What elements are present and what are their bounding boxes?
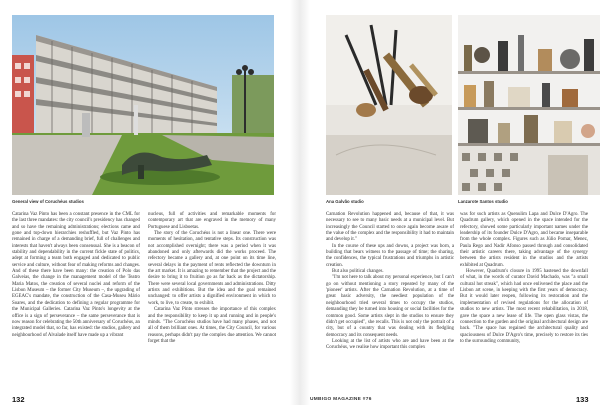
paragraph: But also political changes. — [332, 269, 384, 275]
paragraph: Carnation Revolution happened and, because of that, it was necessary to see to many basic needs at a municipal level. But increasingly the Council started to once again become aware of the value of the complex and the responsibility it had to maintain and develop it." — [326, 212, 454, 243]
text-column-3 — [326, 212, 454, 352]
studio-photo-tools — [326, 15, 452, 195]
paragraph: Catarina Vaz Pinto has been a constant presence in the CML for the last three mandates: the city council's presidency has changed and so have the remaining administrations; elections came and gone and top-down hierarchies reshuffled, but Vaz Pinto has remained in charge of a demanding brief, full of challenges and interests that haven't always been consensual. She is a beacon of stability and dependability in the current fickle state of politics, adept at forming a team both engaged and dedicated to public service and culture, without fear of making reforms and changes. And of these there have been many: the creation of Polo das Galveias, the change in the management model of the Teatro Maria Matos, the creation of several nuclei and reform of the Lisbon Museum – the former City Museum –, the upgrading of EGEAC's mandate, the construction of the Casa-Museu Mário Soares, and the dedication to defining a regular programme for the Municipal Galleries. Catarina Vaz Pinto's longevity at the office is a sign of perseverance – the same perseverance that is now reason for celebrating the 50th anniversary of Coruchéus, an integrated model that, so far, has existed: the studios, gallery and neighbourhood of Alvalade itself have made up a vibrant — [12, 212, 140, 338]
spine-gutter — [290, 0, 310, 405]
left-page — [0, 0, 290, 405]
text-column-4 — [460, 212, 588, 345]
paragraph: was for such artists as Quenulim Lapa and Dulce D'Agro. The Quadrum gallery, which opened in the space intended for the refectory, showed some particularly important names under the leadership of its founder Dulce D'Agro, and became inseparable from the whole complex. Figures such as Júlio Pomar, Menez, Paula Rego and Nadir Afonso passed through and consolidated their artistic careers there, taking advantage of the synergy between the artists resident in the studios and the artists exhibited at Quadrum. — [460, 212, 588, 268]
magazine-issue: UMBIGO MAGAZINE #76 — [310, 397, 372, 402]
paragraph: nucleus, full of activities and remarkable moments for contemporary art that are engraved in the memory of many Portuguese and Lisboetas. — [148, 212, 276, 230]
paragraph: Catarina Vaz Pinto stresses the importance of this complex and the responsibility to keep it up and running and in people's minds. "The Coruchéus studios have had many phases, and not all of them brilliant ones. At times, the City Council, for various reasons, perhaps didn't pay the complex due attention. We cannot forget that the — [148, 307, 276, 344]
paragraph: However, Quadrum's closure in 1995 hastened the downfall of what, in the words of curator David Machado, was "a small cultural hot streak", which had once enlivened the place and the Lisbon art scene, in keeping with the first years of democracy. But it would later reopen, following its restoration and the implementation of revised regulations for the allocation of studios to new artists. The most recent rehabilitation, in 2018, gave the space a new lease of life. The open glass vistas, the connection to the garden and the original architectural design are back. "The space has regained the architectural quality and spaciousness of Dulce D'Agro's time, precisely to restore its ties to the surrounding community, — [460, 269, 588, 344]
photo-caption: General view of Coruchéus studios — [12, 199, 84, 204]
page-number-right: 133 — [576, 395, 589, 404]
text-column-1 — [12, 212, 140, 339]
text-column-2 — [148, 212, 276, 345]
photo-caption: Ana Galvão studio — [326, 199, 364, 204]
paragraph: In the course of these ups and downs, a project was born, a building that bears witness to the passage of time; the sharing, the confidences, the typical frustrations and triumphs in artistic creation. — [326, 243, 454, 268]
paragraph: Looking at the list of artists who are and have been at the Coruchéus, we realise how important this complex — [326, 338, 454, 351]
photo-caption: Lanzarote Santos studio — [458, 199, 508, 204]
right-page — [310, 0, 600, 405]
paragraph: "I'm not here to talk about my personal experience, but I can't go on without mentioning a story repeated by many of the 'pioneer' artists. After the Carnation Revolution, at a time of great basic adversity, the neediest population of the neighbourhood tried several times to occupy the studios, demanding they be turned into housing or social facilities for the common good. Some artists slept in the studios to ensure they didn't get occupied", she recalls. This is not only the portrait of a city, but of a country that was dealing with its fledgling democracy and its consequent needs. — [326, 275, 454, 338]
page-number-left: 132 — [12, 395, 25, 404]
studio-photo-shelves — [458, 15, 600, 195]
paragraph: The story of the Coruchéus is not a linear one. There were moments of hesitation, and tentative steps. Its construction was not accomplished overnight; there was a period when it was abandoned and only afterwards did the works proceed. The refectory became a gallery and, at one point on its time line, several delays in the payment of rents reflected the downturn in the art market. It is amazing to remember that the project and the desire to bring it to fruition go as far back as the dictatorship. There were several local governments and administrations. Ditty artists and exhibitions. But the idea and the goal remained unchanged: to offer artists a dignified environment in which to work, to live, to create, to exhibit. — [148, 231, 276, 306]
building-photo — [12, 15, 274, 195]
